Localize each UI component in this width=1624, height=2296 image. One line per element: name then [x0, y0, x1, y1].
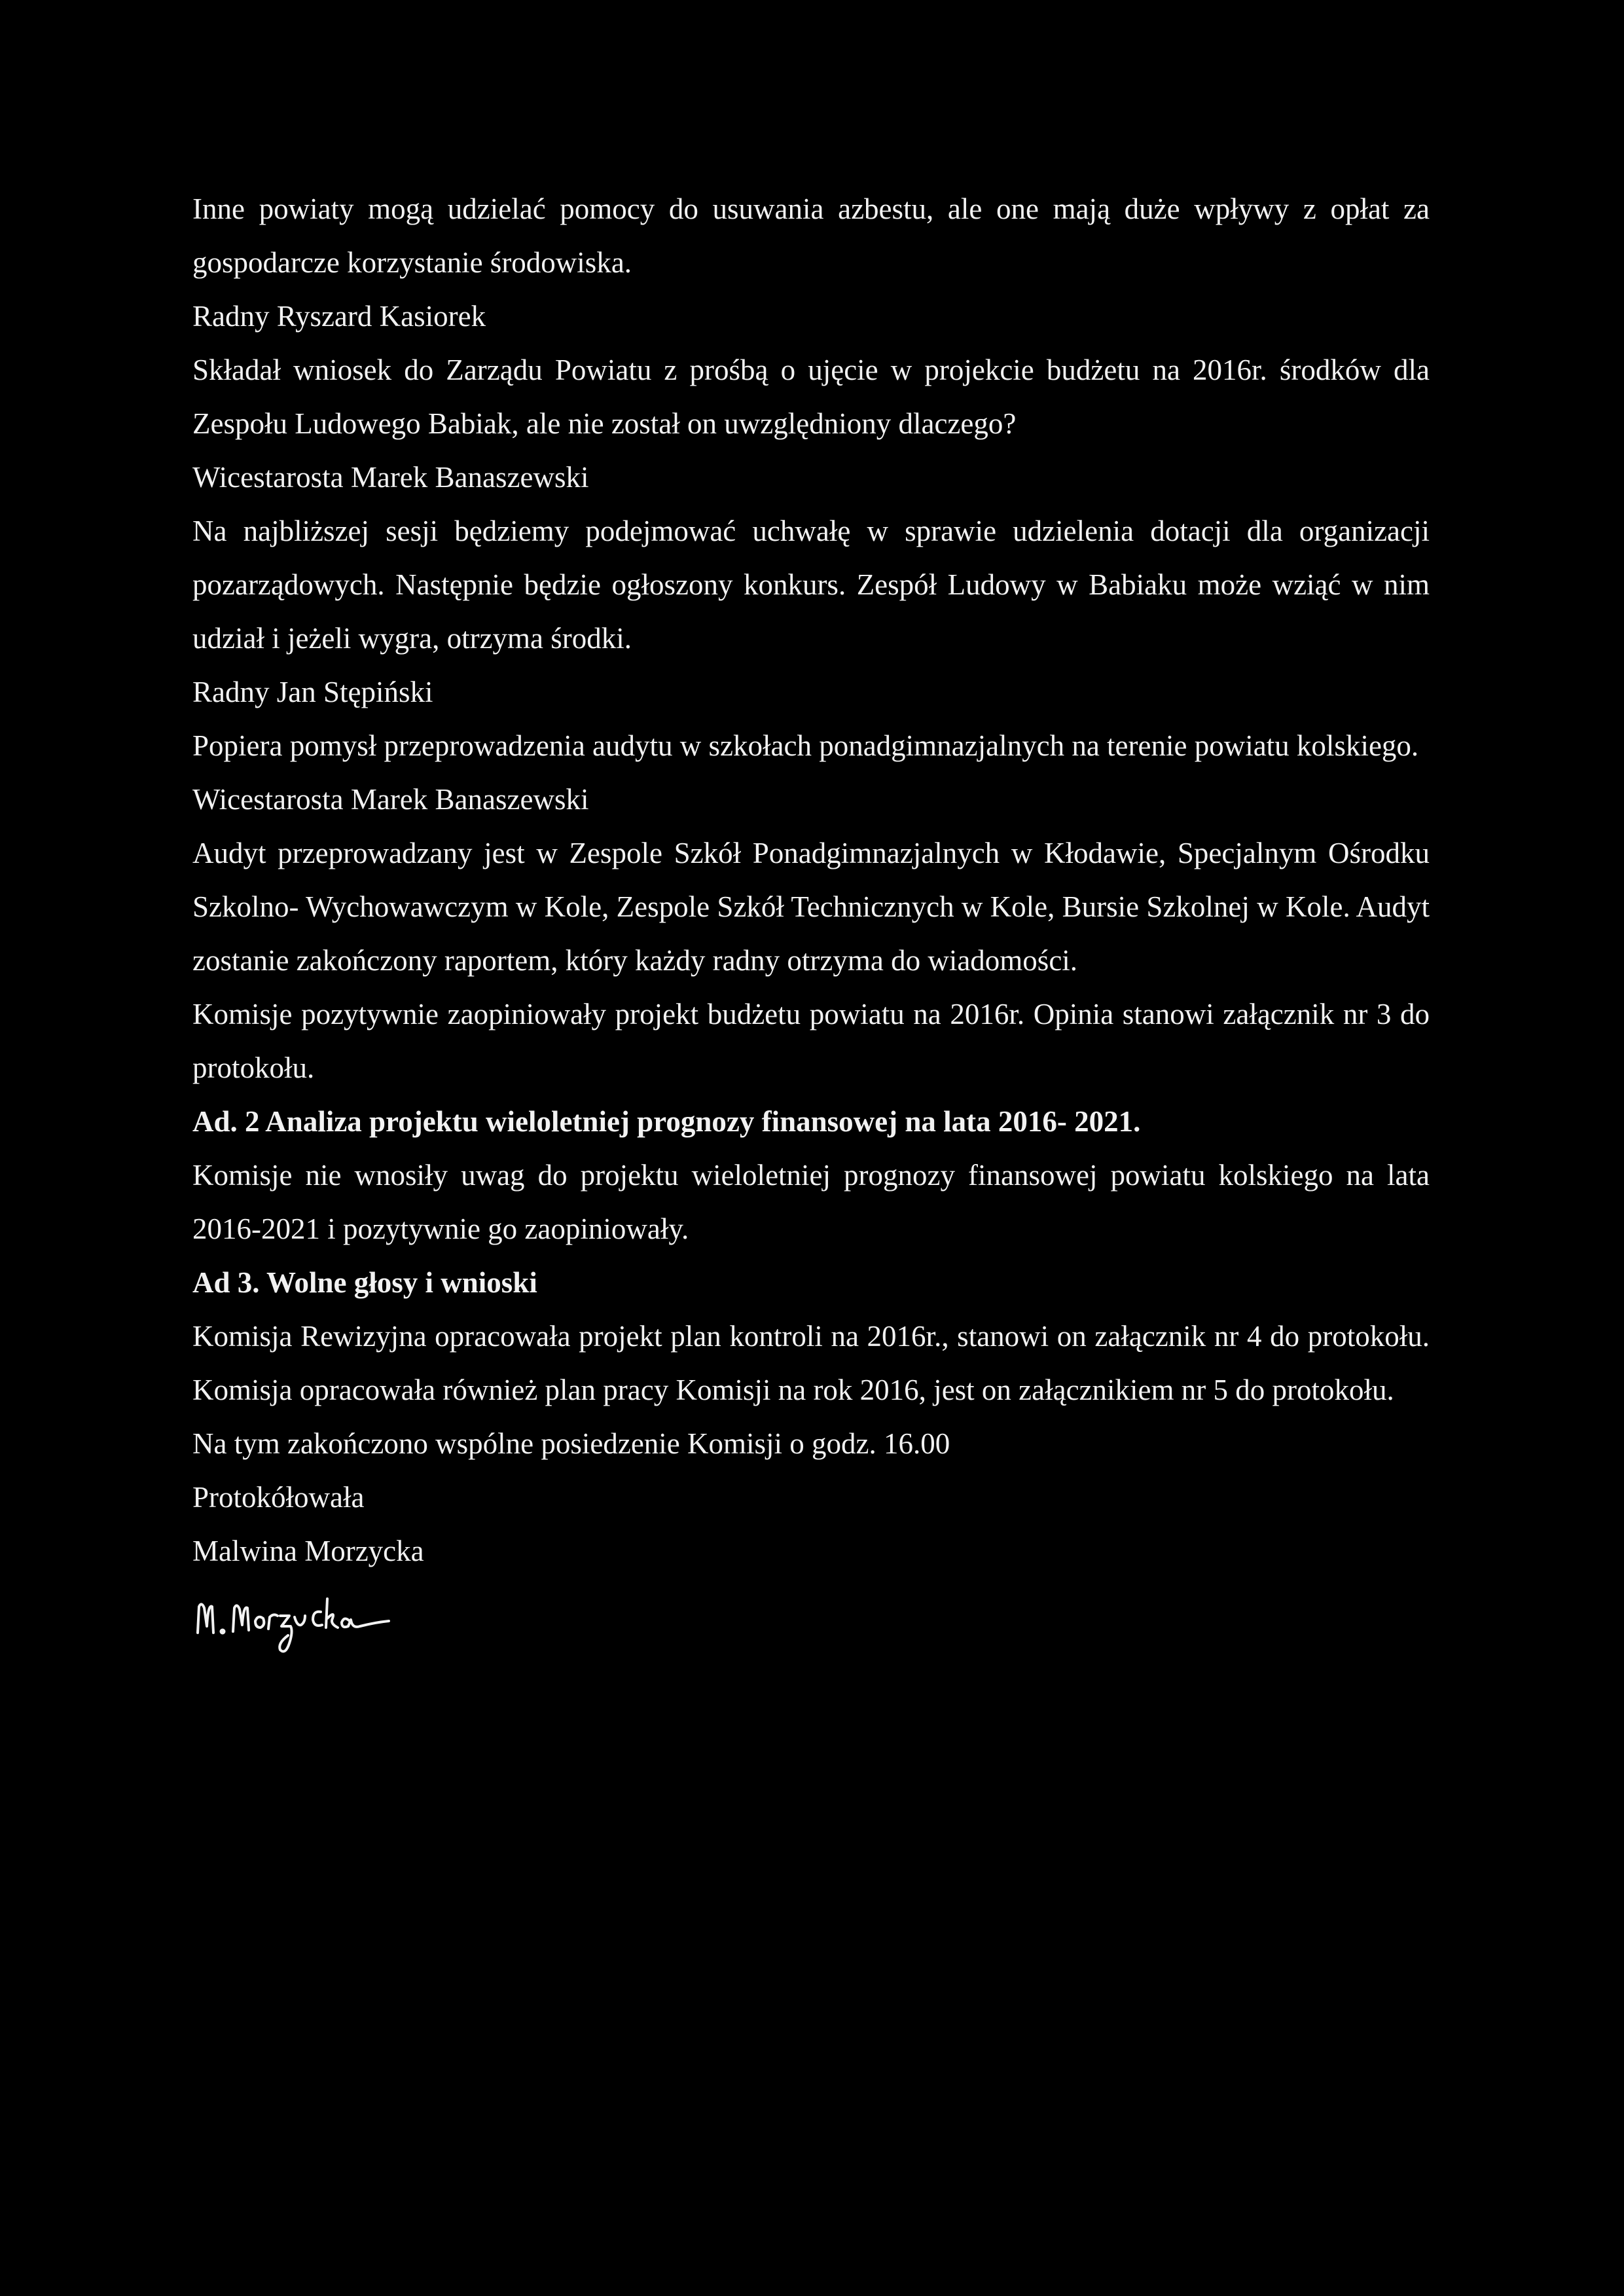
paragraph-control-plan: Komisja Rewizyjna opracowała projekt plan kontroli na 2016r., stanowi on załącznik nr 4 do protokołu. Komisja opracowała również plan pracy Komisji na rok 2016, jest on załącznikiem nr 5 do protokołu.	[192, 1320, 1430, 1406]
paragraph-asbestus: Inne powiaty mogą udzielać pomocy do usuwania azbestu, ale one mają duże wpływy z opłat za gospodarcze korzystanie środowiska.	[192, 192, 1430, 279]
heading-ad-3: Ad 3. Wolne głosy i wnioski	[192, 1266, 537, 1299]
closing-line: Na tym zakończono wspólne posiedzenie Komisji o godz. 16.00	[192, 1427, 950, 1460]
paragraph-forecast-opinion: Komisje nie wnosiły uwag do projektu wieloletniej prognozy finansowej powiatu kolskiego na lata 2016-2021 i pozytywnie go zaopiniowały.	[192, 1159, 1430, 1245]
paragraph-audit-schools: Audyt przeprowadzany jest w Zespole Szkół Ponadgimnazjalnych w Kłodawie, Specjalnym Ośrodku Szkolno- Wychowawczym w Kole, Zespole Szkół Technicznych w Kole, Bursie Szkolnej w Kole. Audyt zostanie zakończony raportem, który każdy radny otrzyma do wiadomości.	[192, 837, 1430, 977]
speaker-kasiorek: Radny Ryszard Kasiorek	[192, 300, 486, 333]
paragraph-budget-opinion: Komisje pozytywnie zaopiniowały projekt budżetu powiatu na 2016r. Opinia stanowi załącznik nr 3 do protokołu.	[192, 998, 1430, 1084]
paragraph-audit-support: Popiera pomysł przeprowadzenia audytu w szkołach ponadgimnazjalnych na terenie powiatu kolskiego.	[192, 729, 1419, 762]
handwritten-signature	[192, 1592, 428, 1664]
signoff-name: Malwina Morzycka	[192, 1535, 424, 1567]
speaker-banaszewski-1: Wicestarosta Marek Banaszewski	[192, 461, 589, 494]
heading-ad-2: Ad. 2 Analiza projektu wieloletniej prognozy finansowej na lata 2016- 2021.	[192, 1105, 1141, 1138]
speaker-banaszewski-2: Wicestarosta Marek Banaszewski	[192, 783, 589, 816]
document-page	[192, 182, 1430, 1664]
paragraph-grant-contest: Na najbliższej sesji będziemy podejmować uchwałę w sprawie udzielenia dotacji dla organizacji pozarządowych. Następnie będzie ogłoszony konkurs. Zespół Ludowy w Babiaku może wziąć w nim udział i jeżeli wygra, otrzyma środki.	[192, 515, 1430, 655]
signoff-role: Protokółowała	[192, 1481, 365, 1514]
speaker-stepinski: Radny Jan Stępiński	[192, 676, 433, 708]
paragraph-budget-request: Składał wniosek do Zarządu Powiatu z prośbą o ujęcie w projekcie budżetu na 2016r. środków dla Zespołu Ludowego Babiak, ale nie został on uwzględniony dlaczego?	[192, 354, 1430, 440]
signature-drawing	[192, 1592, 428, 1664]
